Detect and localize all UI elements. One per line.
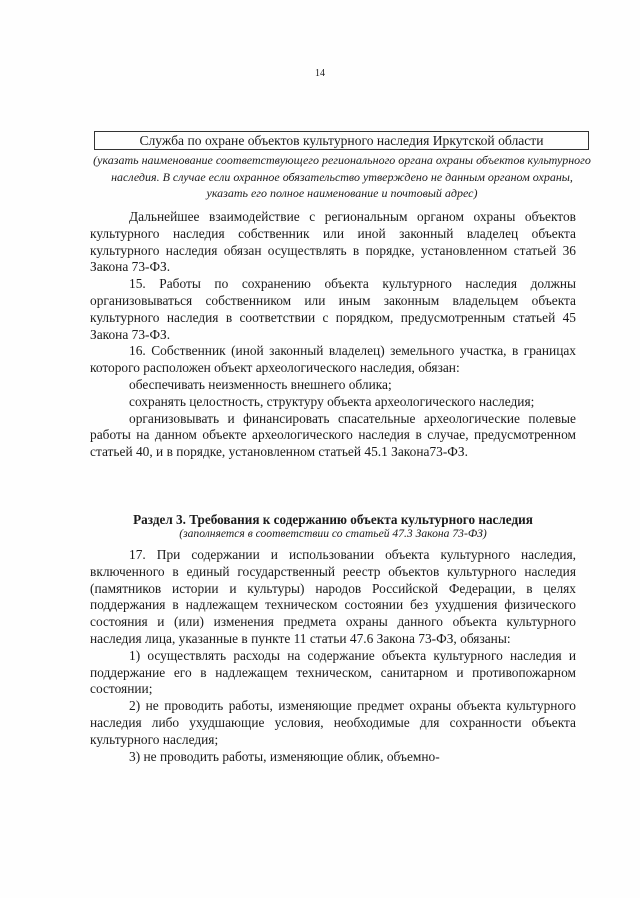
authority-note: (указать наименование соответствующего регионального органа охраны объектов культурного наследия. В случае если охранное обязательство утверждено не данным органом охраны, указать его полное наименование и почтовый адрес) [93,153,591,200]
section-3-title: Раздел 3. Требования к содержанию объекта культурного наследия [133,512,533,527]
paragraph-15: 15. Работы по сохранению объекта культурного наследия должны организовываться собственником или иным законным владельцем объекта культурного наследия в соответствии с порядком, предусмотренным статьей 45 Закона 73-ФЗ. [90,276,576,342]
paragraph-interaction: Дальнейшее взаимодействие с региональным органом охраны объектов культурного наследия собственник или иной законный владелец объекта культурного наследия обязан осуществлять в порядке, установленном статьей 36 Закона 73-ФЗ. [90,209,576,275]
paragraph-17: 17. При содержании и использовании объекта культурного наследия, включенного в единый государственный реестр объектов культурного наследия (памятников истории и культуры) народов Российской Федерации, в целях поддержания в надлежащем техническом состоянии без ухудшения физического состояния и (или) изменения предмета охраны данного объекта культурного наследия лица, указанные в пункте 11 статьи 47.6 Закона 73-ФЗ, обязаны: [90,547,576,646]
paragraph-17-item-3: 3) не проводить работы, изменяющие облик, объемно- [129,748,440,764]
paragraph-16-item-3: организовывать и финансировать спасательные археологические полевые работы на данном объекте археологического наследия в случае, предусмотренном статьей 40, и в порядке, установленном статьей 45.1 Закона73-ФЗ. [90,410,576,460]
paragraph-17-item-1: 1) осуществлять расходы на содержание объекта культурного наследия и поддержание его в надлежащем техническом, санитарном и противопожарном состоянии; [90,647,576,697]
authority-name-box: Служба по охране объектов культурного наследия Иркутской области [94,131,589,150]
page-number: 14 [315,68,325,79]
section-3-body [90,547,576,765]
paragraph-16: 16. Собственник (иной законный владелец) земельного участка, в границах которого расположен объект археологического наследия, обязан: [90,343,576,376]
section-2-continuation [90,209,576,461]
paragraph-16-item-1: обеспечивать неизменность внешнего облика; [129,376,392,392]
paragraph-16-item-2: сохранять целостность, структуру объекта археологического наследия; [129,393,535,409]
paragraph-17-item-2: 2) не проводить работы, изменяющие предмет охраны объекта культурного наследия либо ухудшающие условия, необходимые для сохранности объекта культурного наследия; [90,698,576,747]
section-3-note: (заполняется в соответствии со статьей 47.3 Закона 73-ФЗ) [179,527,487,540]
